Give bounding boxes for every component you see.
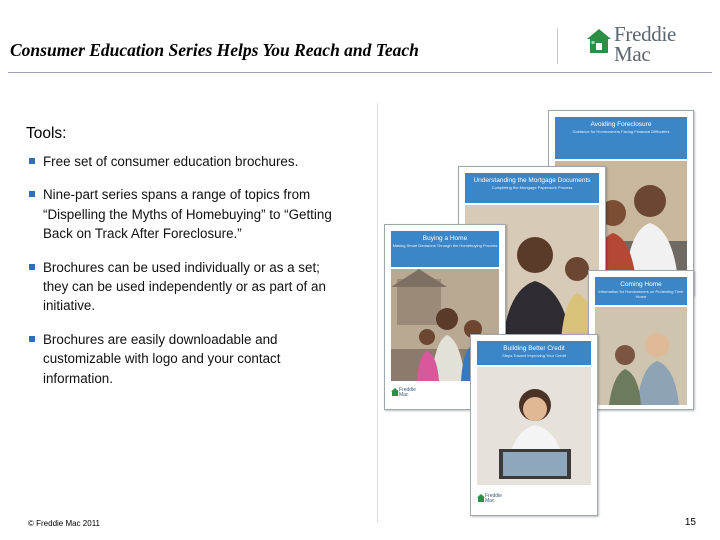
copyright-text: © Freddie Mac 2011 — [28, 519, 101, 528]
title-rule — [8, 72, 712, 73]
brochure-title-band — [391, 231, 499, 267]
brochure-photo — [477, 367, 591, 485]
content-divider — [377, 103, 378, 523]
brochure-logo-line-2: Mac — [485, 498, 495, 504]
logo-wordmark — [614, 24, 676, 64]
square-bullet-icon — [29, 336, 35, 342]
brochure-title: Coming Home — [620, 281, 662, 288]
square-bullet-icon — [29, 191, 35, 197]
header-divider — [557, 28, 558, 64]
brochure-title-band — [477, 341, 591, 365]
brochure-logo-wordmark — [399, 388, 416, 398]
brochure-title-band — [465, 173, 599, 203]
logo-line-1: Freddie — [614, 22, 677, 46]
bullet-text: Free set of consumer education brochures. — [43, 154, 299, 169]
brochure-title: Building Better Credit — [503, 345, 565, 352]
brochure-building-better-credit — [470, 334, 598, 516]
square-bullet-icon — [29, 158, 35, 164]
brochure-logo-line-1: Freddie — [485, 493, 502, 499]
brochure-title: Buying a Home — [422, 235, 468, 242]
brochure-subtitle: Guidance for Homeowners Facing Financial Difficulties — [572, 129, 670, 134]
brochure-logo-line-1: Freddie — [399, 387, 416, 393]
bullet-item — [28, 330, 348, 388]
brochure-title-band — [595, 277, 687, 305]
bullet-item — [28, 185, 348, 243]
bullet-text: Brochures can be used individually or as a set; they can be used independently or as part of an initiative. — [43, 259, 326, 314]
bullet-text: Brochures are easily downloadable and customizable with logo and your contact information. — [43, 331, 281, 386]
brochure-subtitle: Making Smart Decisions Through the Homebuying Process — [392, 243, 498, 248]
square-bullet-icon — [29, 264, 35, 270]
brochure-logo-line-2: Mac — [399, 392, 409, 398]
tools-heading: Tools: — [26, 125, 67, 142]
brochure-photo — [595, 307, 687, 405]
house-logo-icon — [586, 28, 612, 54]
house-logo-icon — [477, 494, 485, 502]
brochure-subtitle: Information for Homeowners on Protecting Their Home — [598, 289, 684, 299]
brochure-subtitle: Steps Toward Improving Your Credit — [502, 353, 566, 358]
freddie-mac-logo — [586, 24, 706, 70]
brochure-title: Understanding the Mortgage Documents — [473, 177, 591, 184]
brochure-logo-wordmark — [485, 494, 502, 504]
brochure-logo — [477, 493, 505, 509]
logo-line-2: Mac — [614, 42, 651, 66]
brochure-title-band — [555, 117, 687, 159]
bullet-item — [28, 258, 348, 316]
brochure-logo — [391, 387, 419, 403]
bullet-text: Nine-part series spans a range of topics from “Dispelling the Myths of Homebuying” to “Getting Back on Track After Foreclosure.” — [43, 187, 332, 242]
house-logo-icon — [391, 388, 399, 396]
page-title: Consumer Education Series Helps You Reach and Teach — [10, 40, 419, 60]
page-number: 15 — [684, 517, 696, 528]
tools-bullet-list — [28, 152, 348, 402]
brochure-title: Avoiding Foreclosure — [590, 121, 652, 128]
brochure-coming-home — [588, 270, 694, 410]
brochure-subtitle: Completing the Mortgage Paperwork Process — [491, 185, 573, 190]
bullet-item — [28, 152, 348, 171]
